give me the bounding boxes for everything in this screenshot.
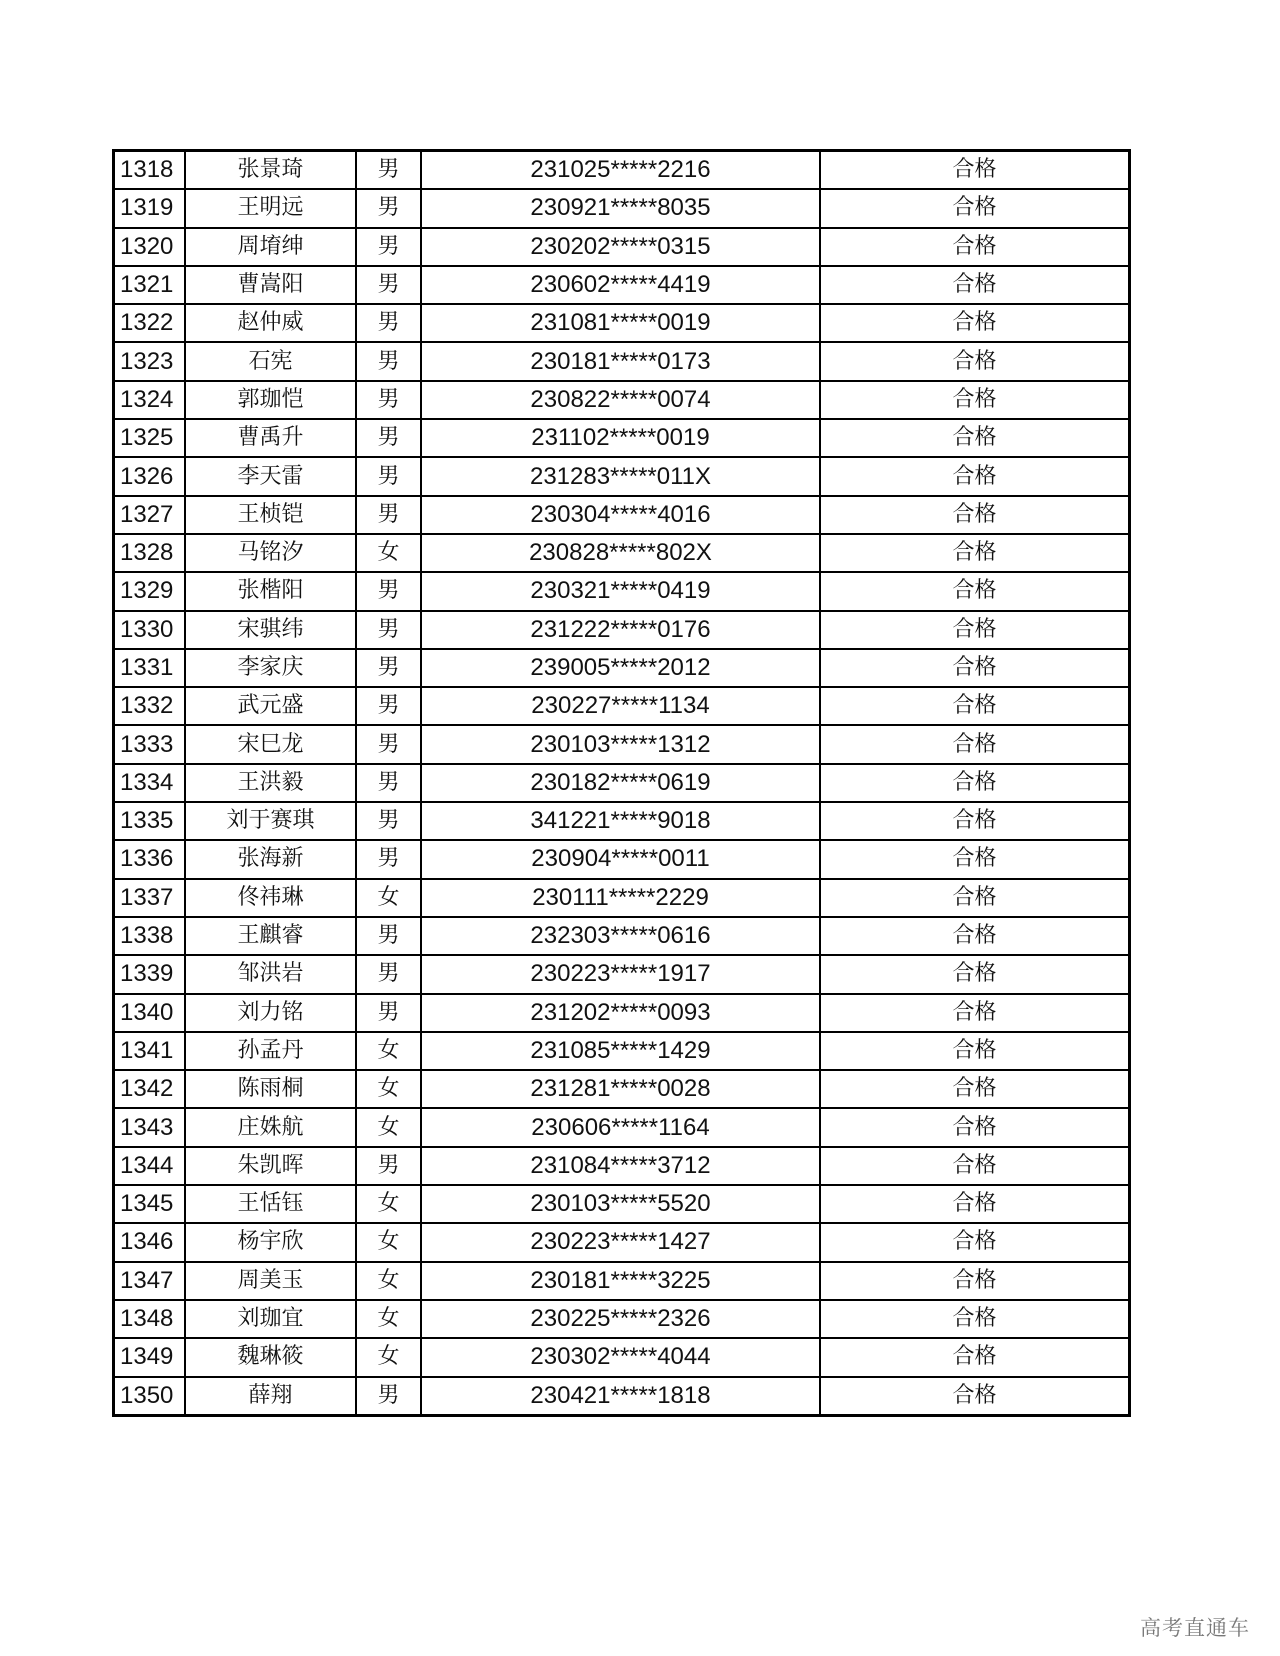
row-number: 1327	[114, 496, 186, 534]
masked-id-number: 230225*****2326	[421, 1300, 820, 1338]
row-number: 1324	[114, 381, 186, 419]
masked-id-number: 230606*****1164	[421, 1108, 820, 1146]
masked-id-number: 231202*****0093	[421, 994, 820, 1032]
table-row	[114, 304, 1130, 342]
table-row	[114, 534, 1130, 572]
table-row	[114, 419, 1130, 457]
candidate-name: 李天雷	[185, 457, 356, 495]
masked-id-number: 230103*****1312	[421, 725, 820, 763]
candidate-name: 周美玉	[185, 1262, 356, 1300]
result-status: 合格	[820, 955, 1130, 993]
result-status: 合格	[820, 342, 1130, 380]
result-status: 合格	[820, 1300, 1130, 1338]
masked-id-number: 231085*****1429	[421, 1032, 820, 1070]
table-row	[114, 1223, 1130, 1261]
row-number: 1346	[114, 1223, 186, 1261]
candidate-gender: 男	[356, 496, 421, 534]
masked-id-number: 231281*****0028	[421, 1070, 820, 1108]
candidate-name: 刘于赛琪	[185, 802, 356, 840]
row-number: 1318	[114, 151, 186, 190]
result-status: 合格	[820, 1032, 1130, 1070]
row-number: 1319	[114, 189, 186, 227]
candidate-gender: 男	[356, 649, 421, 687]
masked-id-number: 230202*****0315	[421, 228, 820, 266]
candidate-gender: 女	[356, 534, 421, 572]
table-row	[114, 1147, 1130, 1185]
candidate-gender: 男	[356, 1147, 421, 1185]
table-row	[114, 687, 1130, 725]
masked-id-number: 231283*****011X	[421, 457, 820, 495]
table-row	[114, 1108, 1130, 1146]
row-number: 1328	[114, 534, 186, 572]
candidate-name: 佟祎琳	[185, 879, 356, 917]
result-status: 合格	[820, 1185, 1130, 1223]
table-row	[114, 725, 1130, 763]
candidate-gender: 男	[356, 840, 421, 878]
candidate-name: 王明远	[185, 189, 356, 227]
masked-id-number: 230223*****1917	[421, 955, 820, 993]
row-number: 1332	[114, 687, 186, 725]
row-number: 1339	[114, 955, 186, 993]
result-status: 合格	[820, 994, 1130, 1032]
masked-id-number: 231025*****2216	[421, 151, 820, 190]
table-row	[114, 611, 1130, 649]
table-row	[114, 649, 1130, 687]
result-status: 合格	[820, 266, 1130, 304]
table-row	[114, 1185, 1130, 1223]
result-status: 合格	[820, 840, 1130, 878]
candidate-name: 薛翔	[185, 1377, 356, 1416]
candidate-name: 王恬钰	[185, 1185, 356, 1223]
result-status: 合格	[820, 457, 1130, 495]
row-number: 1335	[114, 802, 186, 840]
candidate-gender: 男	[356, 457, 421, 495]
result-status: 合格	[820, 879, 1130, 917]
candidate-name: 郭珈恺	[185, 381, 356, 419]
masked-id-number: 230103*****5520	[421, 1185, 820, 1223]
candidate-name: 杨宇欣	[185, 1223, 356, 1261]
result-status: 合格	[820, 572, 1130, 610]
candidate-name: 周堉绅	[185, 228, 356, 266]
table-row	[114, 1377, 1130, 1416]
candidate-gender: 女	[356, 1070, 421, 1108]
candidate-gender: 女	[356, 1338, 421, 1376]
row-number: 1325	[114, 419, 186, 457]
row-number: 1336	[114, 840, 186, 878]
result-status: 合格	[820, 611, 1130, 649]
candidate-gender: 男	[356, 342, 421, 380]
candidate-gender: 男	[356, 611, 421, 649]
row-number: 1326	[114, 457, 186, 495]
result-status: 合格	[820, 1070, 1130, 1108]
table-row	[114, 764, 1130, 802]
masked-id-number: 231084*****3712	[421, 1147, 820, 1185]
candidate-gender: 男	[356, 304, 421, 342]
candidate-name: 刘珈宜	[185, 1300, 356, 1338]
candidate-name: 张海新	[185, 840, 356, 878]
masked-id-number: 230904*****0011	[421, 840, 820, 878]
masked-id-number: 231222*****0176	[421, 611, 820, 649]
result-status: 合格	[820, 1147, 1130, 1185]
candidate-name: 赵仲威	[185, 304, 356, 342]
masked-id-number: 230182*****0619	[421, 764, 820, 802]
masked-id-number: 230302*****4044	[421, 1338, 820, 1376]
result-status: 合格	[820, 381, 1130, 419]
row-number: 1329	[114, 572, 186, 610]
row-number: 1333	[114, 725, 186, 763]
result-status: 合格	[820, 1338, 1130, 1376]
result-status: 合格	[820, 649, 1130, 687]
masked-id-number: 230111*****2229	[421, 879, 820, 917]
candidate-name: 石宪	[185, 342, 356, 380]
row-number: 1323	[114, 342, 186, 380]
table-row	[114, 1032, 1130, 1070]
candidate-name: 曹嵩阳	[185, 266, 356, 304]
candidate-gender: 男	[356, 572, 421, 610]
roster-table	[112, 149, 1131, 1417]
candidate-name: 宋骐纬	[185, 611, 356, 649]
candidate-gender: 女	[356, 1300, 421, 1338]
result-status: 合格	[820, 764, 1130, 802]
result-status: 合格	[820, 419, 1130, 457]
candidate-gender: 男	[356, 955, 421, 993]
table-row	[114, 572, 1130, 610]
table-row	[114, 1262, 1130, 1300]
candidate-name: 刘力铭	[185, 994, 356, 1032]
masked-id-number: 230227*****1134	[421, 687, 820, 725]
row-number: 1322	[114, 304, 186, 342]
masked-id-number: 230828*****802X	[421, 534, 820, 572]
candidate-name: 王桢铠	[185, 496, 356, 534]
table-row	[114, 457, 1130, 495]
candidate-gender: 男	[356, 381, 421, 419]
candidate-gender: 女	[356, 879, 421, 917]
table-row	[114, 189, 1130, 227]
candidate-name: 邹洪岩	[185, 955, 356, 993]
table-row	[114, 342, 1130, 380]
candidate-gender: 男	[356, 228, 421, 266]
candidate-name: 孙孟丹	[185, 1032, 356, 1070]
candidate-gender: 男	[356, 1377, 421, 1416]
row-number: 1320	[114, 228, 186, 266]
row-number: 1348	[114, 1300, 186, 1338]
result-status: 合格	[820, 1108, 1130, 1146]
candidate-name: 朱凯晖	[185, 1147, 356, 1185]
result-status: 合格	[820, 151, 1130, 190]
row-number: 1344	[114, 1147, 186, 1185]
candidate-gender: 男	[356, 917, 421, 955]
row-number: 1345	[114, 1185, 186, 1223]
masked-id-number: 230223*****1427	[421, 1223, 820, 1261]
row-number: 1334	[114, 764, 186, 802]
table-row	[114, 496, 1130, 534]
row-number: 1349	[114, 1338, 186, 1376]
candidate-gender: 男	[356, 687, 421, 725]
candidate-gender: 女	[356, 1262, 421, 1300]
table-row	[114, 802, 1130, 840]
candidate-gender: 女	[356, 1185, 421, 1223]
row-number: 1337	[114, 879, 186, 917]
candidate-gender: 男	[356, 725, 421, 763]
table-row	[114, 917, 1130, 955]
watermark-text: 高考直通车	[1140, 1616, 1250, 1640]
candidate-name: 王麒睿	[185, 917, 356, 955]
candidate-name: 张景琦	[185, 151, 356, 190]
row-number: 1321	[114, 266, 186, 304]
result-status: 合格	[820, 917, 1130, 955]
result-status: 合格	[820, 534, 1130, 572]
candidate-gender: 男	[356, 802, 421, 840]
table-row	[114, 228, 1130, 266]
table-row	[114, 994, 1130, 1032]
row-number: 1330	[114, 611, 186, 649]
row-number: 1350	[114, 1377, 186, 1416]
table-row	[114, 381, 1130, 419]
masked-id-number: 341221*****9018	[421, 802, 820, 840]
candidate-gender: 女	[356, 1223, 421, 1261]
result-status: 合格	[820, 802, 1130, 840]
candidate-name: 庄姝航	[185, 1108, 356, 1146]
table-row	[114, 151, 1130, 190]
row-number: 1340	[114, 994, 186, 1032]
table-row	[114, 955, 1130, 993]
masked-id-number: 231081*****0019	[421, 304, 820, 342]
row-number: 1338	[114, 917, 186, 955]
masked-id-number: 239005*****2012	[421, 649, 820, 687]
result-status: 合格	[820, 1223, 1130, 1261]
candidate-name: 李家庆	[185, 649, 356, 687]
candidate-gender: 男	[356, 189, 421, 227]
result-status: 合格	[820, 189, 1130, 227]
masked-id-number: 230421*****1818	[421, 1377, 820, 1416]
row-number: 1341	[114, 1032, 186, 1070]
row-number: 1331	[114, 649, 186, 687]
table-row	[114, 1300, 1130, 1338]
candidate-gender: 男	[356, 994, 421, 1032]
candidate-name: 王洪毅	[185, 764, 356, 802]
candidate-gender: 男	[356, 419, 421, 457]
candidate-gender: 女	[356, 1032, 421, 1070]
masked-id-number: 230822*****0074	[421, 381, 820, 419]
candidate-gender: 男	[356, 266, 421, 304]
masked-id-number: 230304*****4016	[421, 496, 820, 534]
row-number: 1347	[114, 1262, 186, 1300]
masked-id-number: 230921*****8035	[421, 189, 820, 227]
table-row	[114, 1338, 1130, 1376]
masked-id-number: 230181*****0173	[421, 342, 820, 380]
candidate-gender: 男	[356, 764, 421, 802]
candidate-name: 曹禹升	[185, 419, 356, 457]
table-row	[114, 840, 1130, 878]
result-status: 合格	[820, 725, 1130, 763]
candidate-name: 魏琳筱	[185, 1338, 356, 1376]
candidate-name: 陈雨桐	[185, 1070, 356, 1108]
masked-id-number: 230602*****4419	[421, 266, 820, 304]
candidate-name: 宋巳龙	[185, 725, 356, 763]
masked-id-number: 231102*****0019	[421, 419, 820, 457]
candidate-name: 马铭汐	[185, 534, 356, 572]
candidate-name: 张楷阳	[185, 572, 356, 610]
table-row	[114, 266, 1130, 304]
row-number: 1342	[114, 1070, 186, 1108]
masked-id-number: 232303*****0616	[421, 917, 820, 955]
row-number: 1343	[114, 1108, 186, 1146]
result-status: 合格	[820, 228, 1130, 266]
candidate-gender: 女	[356, 1108, 421, 1146]
result-status: 合格	[820, 304, 1130, 342]
table-row	[114, 879, 1130, 917]
masked-id-number: 230181*****3225	[421, 1262, 820, 1300]
candidate-name: 武元盛	[185, 687, 356, 725]
table-row	[114, 1070, 1130, 1108]
result-status: 合格	[820, 1262, 1130, 1300]
candidate-gender: 男	[356, 151, 421, 190]
result-status: 合格	[820, 687, 1130, 725]
masked-id-number: 230321*****0419	[421, 572, 820, 610]
result-status: 合格	[820, 496, 1130, 534]
result-status: 合格	[820, 1377, 1130, 1416]
roster-body	[114, 151, 1130, 1416]
